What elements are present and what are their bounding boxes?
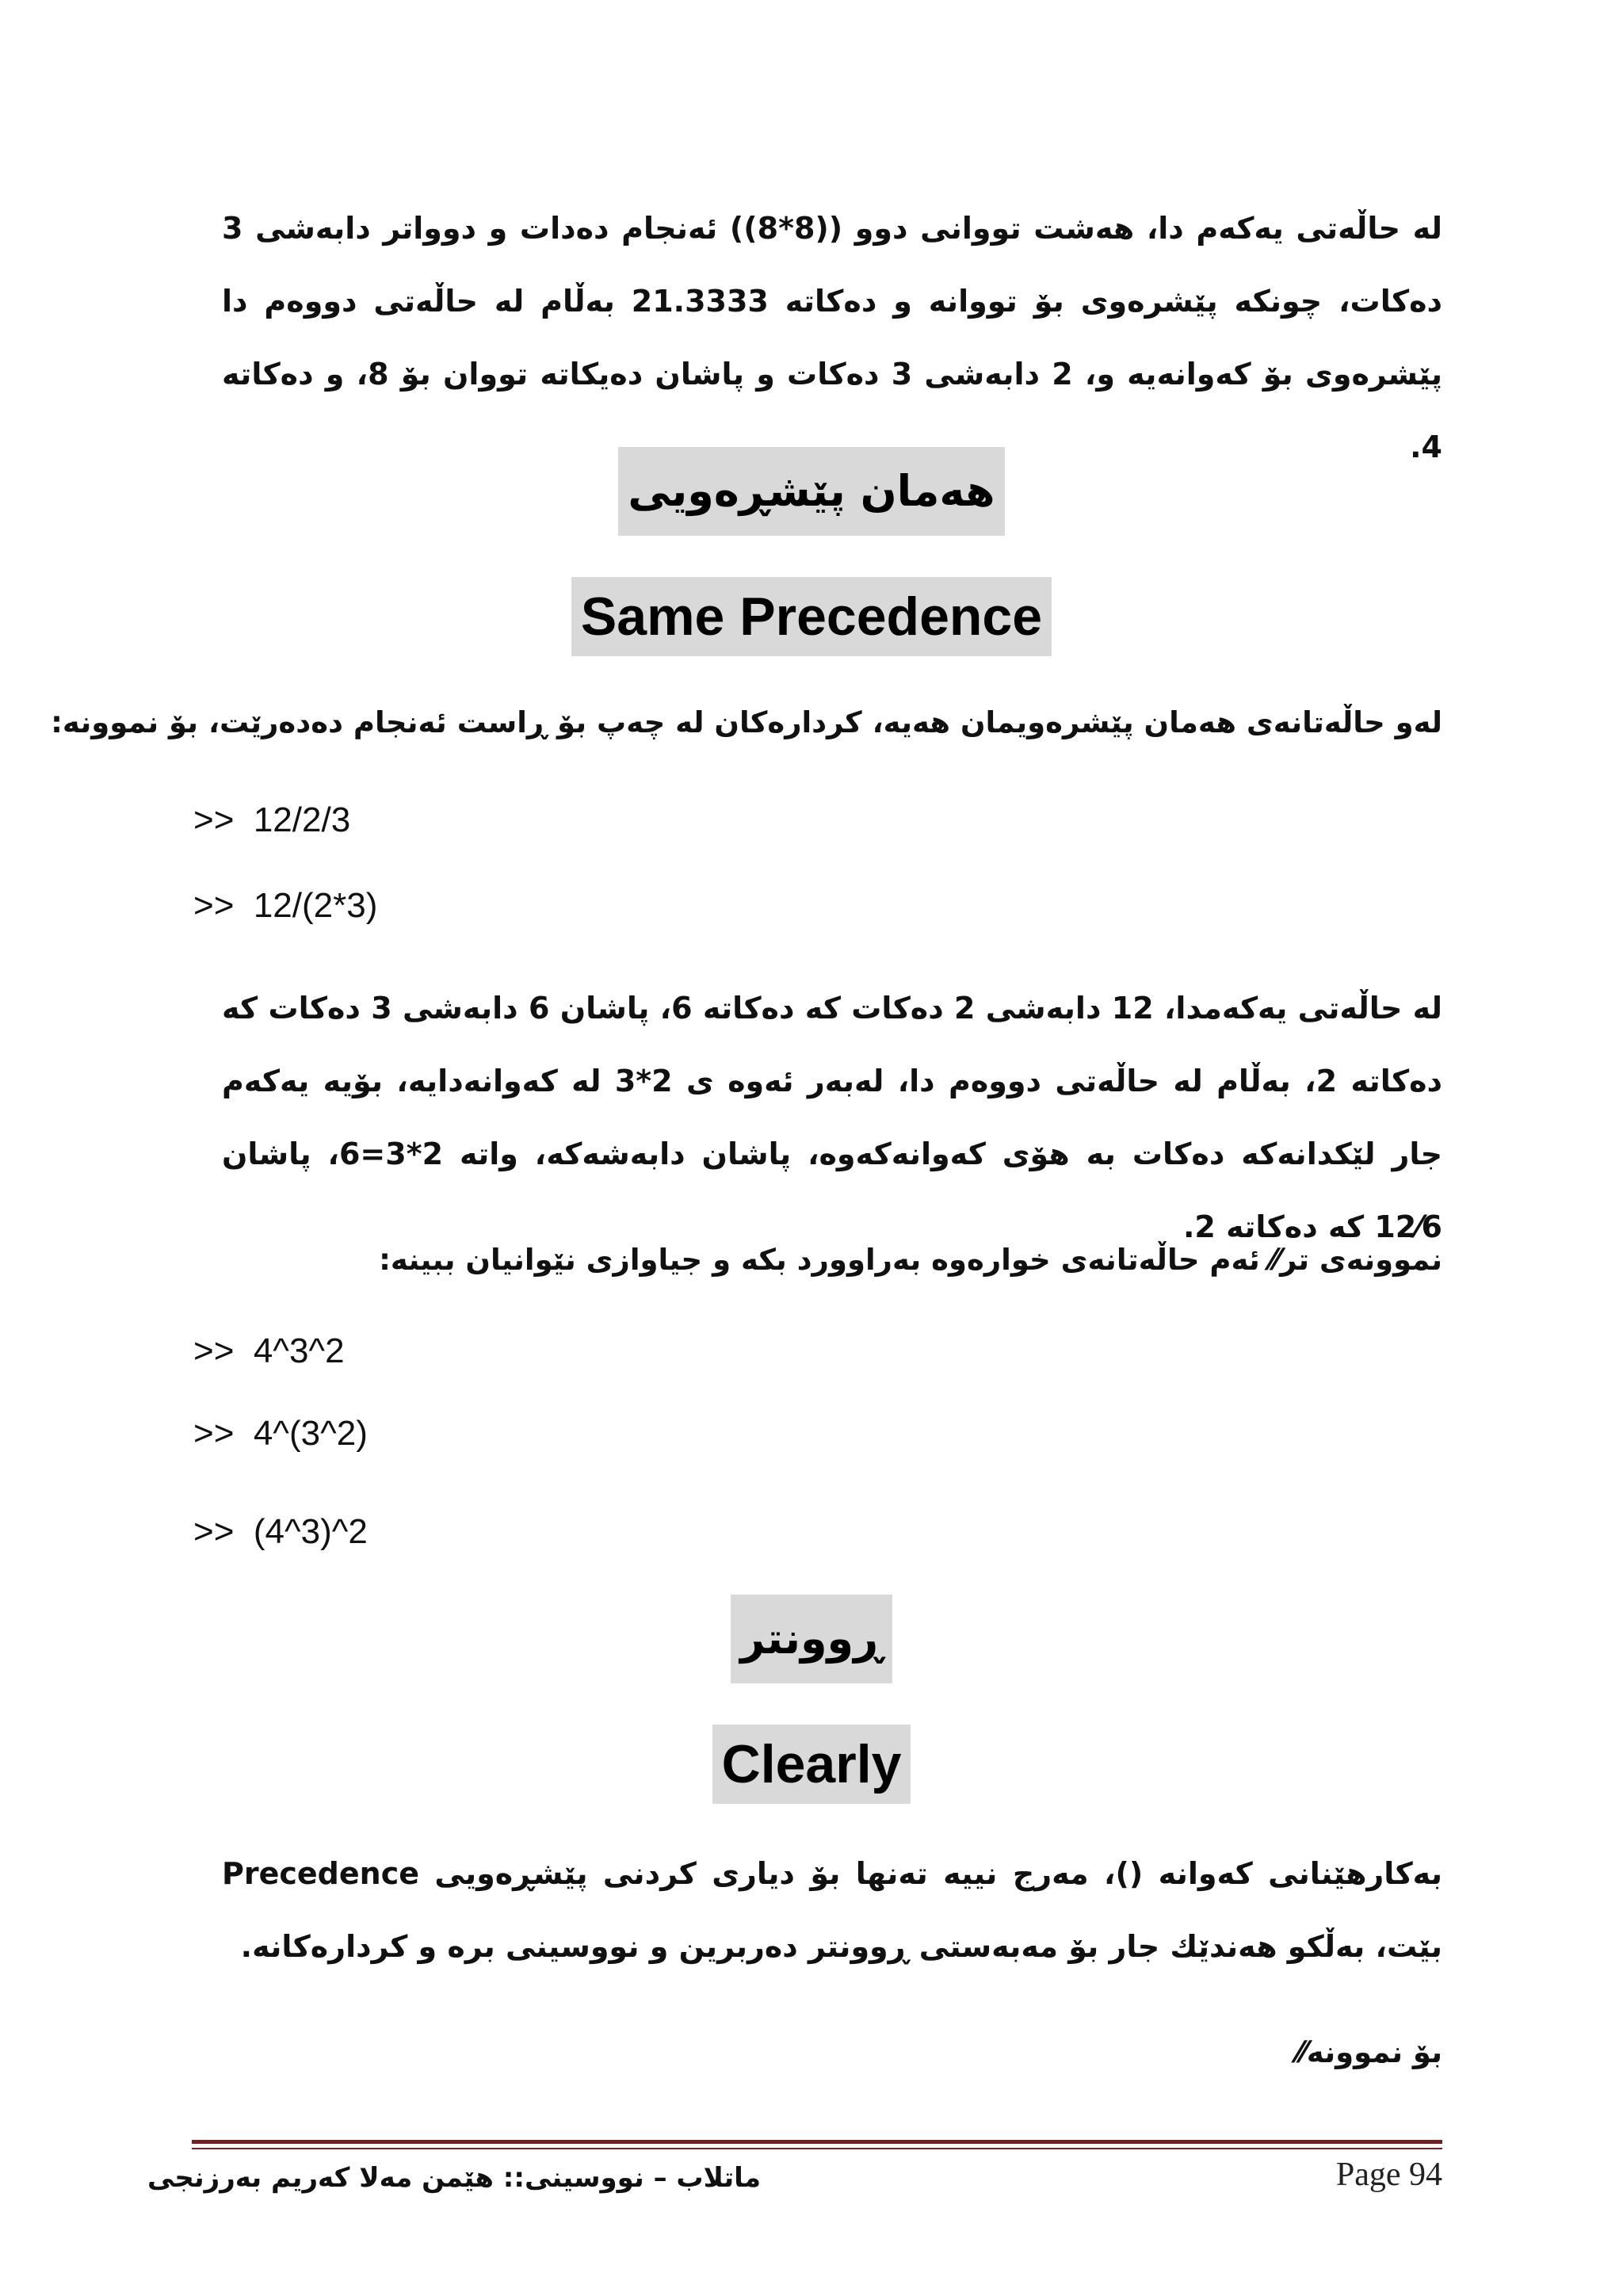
footer-rule-thick bbox=[192, 2140, 1442, 2144]
footer-author: ماتلاب – نووسینی:: هێمن مەلا كەریم بەرزنجی bbox=[147, 2162, 761, 2194]
heading-same-precedence-kurdish-text: هەمان پێشڕەویی bbox=[618, 447, 1004, 536]
code-line-4: >> 4^(3^2) bbox=[193, 1414, 368, 1453]
paragraph-left-to-right: لەو حاڵەتانەی هەمان پێشرەویمان هەیە، كردارەكان لە چەپ بۆ ڕاست ئەنجام دەدەرێت، بۆ نموونە: bbox=[51, 705, 1442, 739]
heading-clearly-kurdish-text: ڕوونتر bbox=[731, 1595, 892, 1683]
code-line-2: >> 12/(2*3) bbox=[193, 886, 378, 925]
heading-same-precedence-english bbox=[0, 577, 1623, 656]
heading-clearly-english-text: Clearly bbox=[712, 1725, 911, 1804]
heading-clearly-english bbox=[0, 1725, 1623, 1804]
footer-rule-thin bbox=[192, 2148, 1442, 2149]
paragraph-intro: له حاڵەتی یەكەم دا، هەشت تووانی دوو ((8*8)) ئەنجام دەدات و دوواتر دابەشی 3 دەكات، چونكە پێشرەوی بۆ تووانە و دەكاتە 21.3333 بەڵام لە حاڵەتی دووەم دا پێشرەوی بۆ كەوانەیە و، 2 دابەشی 3 دەكات و پاشان دەیكاتە تووان بۆ 8، و دەكاتە 4. bbox=[222, 211, 1443, 464]
heading-same-precedence-english-text: Same Precedence bbox=[571, 577, 1052, 656]
paragraph-explanation: لە حاڵەتی یەكەمدا، 12 دابەشی 2 دەكات كە دەكاتە 6، پاشان 6 دابەشی 3 دەكات كە دەكاتە 2، بەڵام لە حاڵەتی دووەم دا، لەبەر ئەوە ی 2*3 لە كەوانەدایە، بۆیە یەكەم جار لێكدانەكە دەكات بە هۆی كەوانەكەوە، پاشان دابەشەكە، واتە 2*3=6، پاشان 12⁄6 كە دەكاتە 2. bbox=[222, 991, 1442, 1244]
paragraph-for-example: بۆ نموونە⁄⁄ bbox=[1296, 2035, 1442, 2069]
paragraph-other-example: نموونەی تر⁄⁄ ئەم حاڵەتانەی خوارەوە بەراوورد بكە و جیاوازی نێوانیان ببینە: bbox=[379, 1243, 1442, 1277]
page-number: Page 94 bbox=[1335, 2157, 1442, 2193]
heading-clearly-kurdish bbox=[0, 1595, 1623, 1683]
paragraph-parentheses-usage: بەكارهێنانی كەوانە ()، مەرج نییە تەنها بۆ دیاری كردنی پێشڕەویی Precedence بێت، بەڵكو هەندێك جار بۆ مەبەستی ڕوونتر دەربرین و نووسینی برە و كردارەكانە. bbox=[222, 1856, 1442, 1964]
code-line-1: >> 12/2/3 bbox=[193, 800, 351, 839]
heading-same-precedence-kurdish bbox=[0, 447, 1623, 536]
code-line-5: >> (4^3)^2 bbox=[193, 1512, 368, 1551]
code-line-3: >> 4^3^2 bbox=[193, 1331, 345, 1370]
